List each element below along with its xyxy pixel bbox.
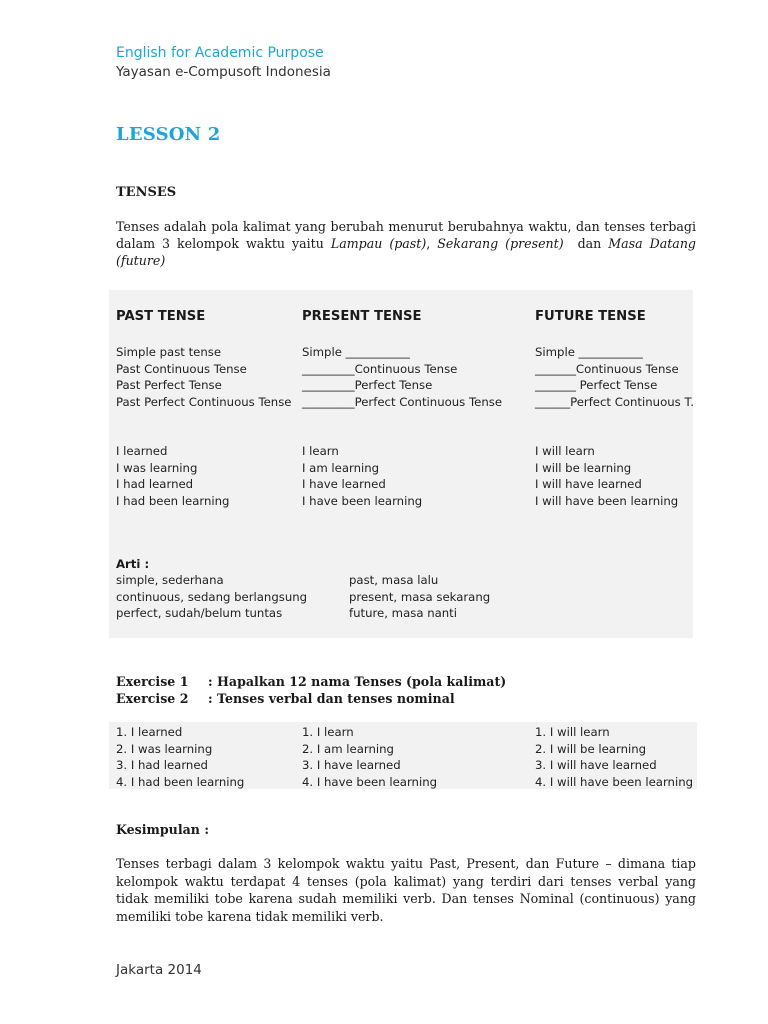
past-examples-list <box>116 443 229 509</box>
list-item: 4. I had been learning <box>116 774 245 789</box>
list-item: 3. I will have learned <box>535 758 657 772</box>
column-header-past: PAST TENSE <box>116 309 206 324</box>
column-header-present: PRESENT TENSE <box>302 309 422 324</box>
organization-name: Yayasan e-Compusoft Indonesia <box>116 64 331 80</box>
list-item: ______Perfect Continuous T. <box>535 394 694 409</box>
list-item: 2. I am learning <box>302 741 394 756</box>
intro-past: Lampau (past) <box>330 236 427 251</box>
list-item: 1. I learned <box>116 725 183 739</box>
list-item: 1. I learn <box>302 725 354 739</box>
kesimpulan-heading: Kesimpulan : <box>116 822 209 837</box>
intro-present: Sekarang (present) <box>437 236 564 251</box>
future-types-list <box>535 344 694 410</box>
footer-text: Jakarta 2014 <box>116 962 202 978</box>
arti-right-list <box>349 572 490 622</box>
list-item: _______ Perfect Tense <box>535 378 658 392</box>
past-types-list <box>116 344 291 410</box>
exercise-2-label: Exercise 2 <box>116 691 189 706</box>
list-item: I was learning <box>116 460 198 475</box>
kesimpulan-paragraph: Tenses terbagi dalam 3 kelompok waktu yaitu Past, Present, dan Future – dimana tiap kelompok waktu terdapat 4 tenses (pola kalimat) yang terdiri dari tenses verbal yang tidak memiliki tobe karena sudah memiliki verb. Dan tenses Nominal (continuous) yang memiliki tobe karena tidak memiliki verb. <box>116 856 696 924</box>
intro-future: Masa Datang (future) <box>116 236 696 268</box>
list-item: I learned <box>116 444 168 458</box>
intro-sep1: , <box>426 236 438 251</box>
list-item: 3. I have learned <box>302 758 401 772</box>
exercise-future-list <box>535 724 693 790</box>
list-item: simple, sederhana <box>116 573 224 587</box>
list-item: _________Perfect Continuous Tense <box>302 394 503 409</box>
list-item: continuous, sedang berlangsung <box>116 589 308 604</box>
list-item: 3. I had learned <box>116 758 208 772</box>
exercise-past-list <box>116 724 244 790</box>
list-item: I will have been learning <box>535 493 679 508</box>
list-item: I had been learning <box>116 493 230 508</box>
list-item: _________Perfect Tense <box>302 378 433 392</box>
list-item: Simple past tense <box>116 345 222 359</box>
intro-sep2: dan <box>563 236 609 251</box>
arti-left-list <box>116 572 307 622</box>
column-header-future: FUTURE TENSE <box>535 309 646 324</box>
list-item: 1. I will learn <box>535 725 610 739</box>
section-heading: TENSES <box>116 185 177 200</box>
list-item: Past Continuous Tense <box>116 361 247 376</box>
future-examples-list <box>535 443 678 509</box>
list-item: 2. I will be learning <box>535 741 647 756</box>
arti-heading: Arti : <box>116 557 150 571</box>
list-item: 2. I was learning <box>116 741 213 756</box>
list-item: I am learning <box>302 460 380 475</box>
list-item: future, masa nanti <box>349 606 458 620</box>
intro-text: Tenses adalah pola kalimat yang berubah menurut berubahnya waktu, dan tenses terbagi dalam 3 kelompok waktu yaitu <box>116 219 696 251</box>
list-item: I have been learning <box>302 493 423 508</box>
list-item: Past Perfect Continuous Tense <box>116 394 292 409</box>
present-types-list <box>302 344 502 410</box>
list-item: I will have learned <box>535 477 642 491</box>
exercise-present-list <box>302 724 437 790</box>
list-item: Simple ___________ <box>535 345 643 359</box>
list-item: I have learned <box>302 477 386 491</box>
intro-paragraph <box>116 218 696 269</box>
course-title: English for Academic Purpose <box>116 45 324 61</box>
lesson-title: LESSON 2 <box>116 124 221 145</box>
list-item: I will learn <box>535 444 595 458</box>
list-item: Simple ___________ <box>302 345 410 359</box>
exercise-2-text: : Tenses verbal dan tenses nominal <box>208 691 455 706</box>
list-item: perfect, sudah/belum tuntas <box>116 606 283 620</box>
list-item: I had learned <box>116 477 194 491</box>
present-examples-list <box>302 443 422 509</box>
list-item: I learn <box>302 444 339 458</box>
exercise-1-text: : Hapalkan 12 nama Tenses (pola kalimat) <box>208 674 507 689</box>
list-item: _________Continuous Tense <box>302 361 458 376</box>
list-item: Past Perfect Tense <box>116 378 222 392</box>
exercise-1-label: Exercise 1 <box>116 674 189 689</box>
list-item: 4. I have been learning <box>302 774 438 789</box>
list-item: past, masa lalu <box>349 573 439 587</box>
list-item: present, masa sekarang <box>349 589 491 604</box>
list-item: I will be learning <box>535 460 632 475</box>
list-item: 4. I will have been learning <box>535 774 694 789</box>
list-item: _______Continuous Tense <box>535 361 679 376</box>
